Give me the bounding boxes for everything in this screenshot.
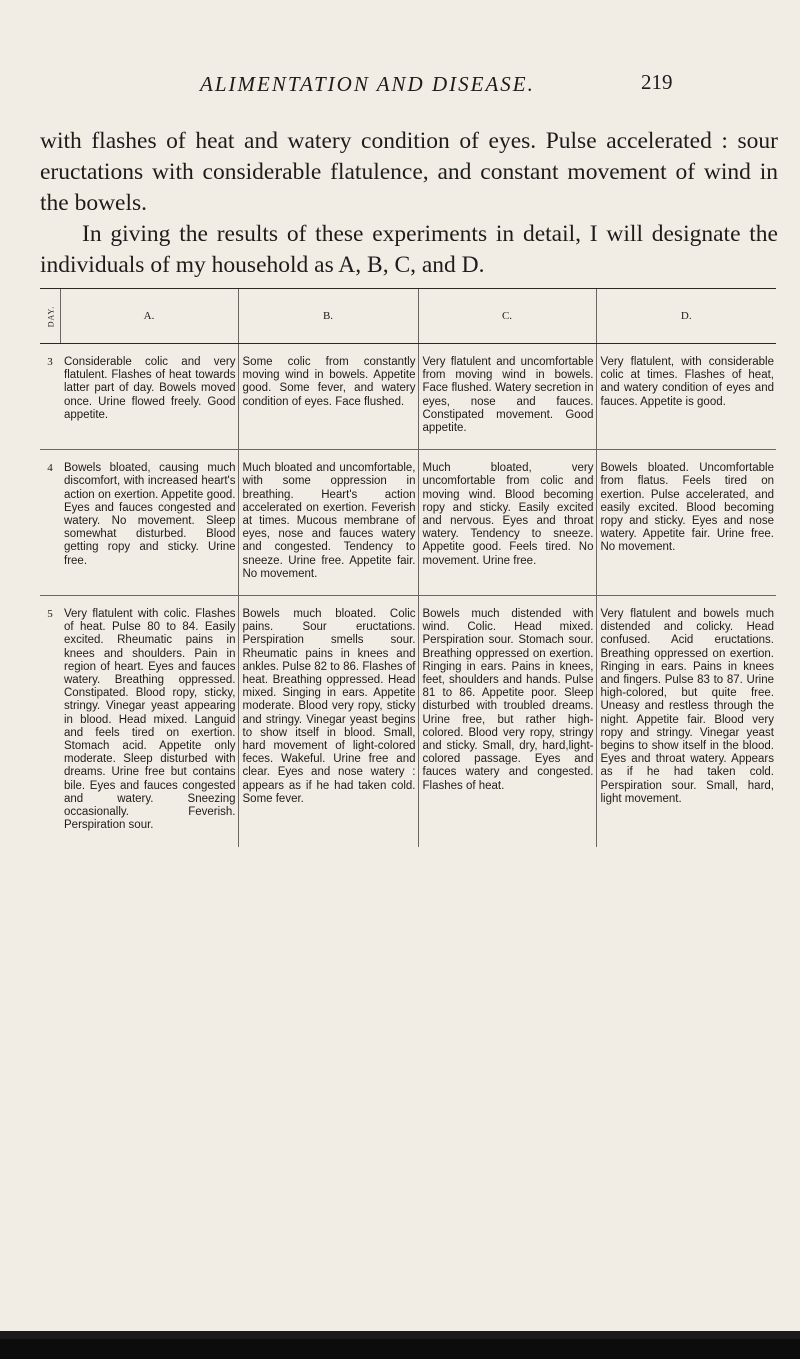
cell-b: Bowels much bloated. Colic pains. Sour eructations. Perspiration smells sour. Rheumatic pains in knees and ankles. Pulse 82 to 86. Flashes of heat. Breathing oppressed. Head mixed. Singing in ears. Appetite moderate. Blood very ropy, sticky and stringy. Vinegar yeast begins to show itself in blood. Small, hard movement of light-colored feces. Wakeful. Urine free and clear. Eyes and nose watery : appears as if he had taken cold. Some fever.: [238, 596, 418, 847]
cell-b: Some colic from constantly moving wind in bowels. Appetite good. Some fever, and watery condition of eyes. Face flushed.: [238, 344, 418, 450]
cell-c: Much bloated, very uncomfortable from colic and moving wind. Blood becoming ropy and sticky. Easily excited and nervous. Eyes and throat watery. Tendency to sneeze. Appetite good. Feels tired. No movement. Urine free.: [418, 450, 596, 596]
day-number: 4: [40, 450, 60, 596]
header-b: B.: [238, 289, 418, 344]
cell-b: Much bloated and uncomfortable, with some oppression in breathing. Heart's action accelerated on exertion. Feverish at times. Mucous membrane of eyes, nose and fauces watery and congested. Tendency to sneeze. Urine free. Appetite fair. No movement.: [238, 450, 418, 596]
intro-paragraph-2: In giving the results of these experiments in detail, I will designate the individuals of my household as A, B, C, and D.: [40, 221, 778, 278]
cell-a: Bowels bloated, causing much discomfort, with increased heart's action on exertion. Appetite good. Eyes and fauces congested and watery. No movement. Sleep somewhat disturbed. Blood getting ropy and sticky. Urine free.: [60, 450, 238, 596]
table-row: [40, 344, 776, 450]
table-header-row: [40, 289, 776, 344]
header-day: DAY.: [40, 289, 60, 344]
day-number: 5: [47, 608, 53, 621]
cell-c: Very flatulent and uncomfortable from moving wind in bowels. Face flushed. Watery secretion in eyes, nose and fauces. Constipated movement. Good appetite.: [418, 344, 596, 450]
experiment-table: [40, 288, 776, 847]
cell-a: Considerable colic and very flatulent. Flashes of heat towards latter part of day. Bowels moved once. Urine flowed freely. Good appetite.: [60, 344, 238, 450]
running-head: ALIMENTATION AND DISEASE.: [200, 72, 535, 96]
header-c: C.: [418, 289, 596, 344]
cell-c: Bowels much distended with wind. Colic. Head mixed. Perspiration sour. Stomach sour. Breathing oppressed on exertion. Ringing in ears. Pains in knees, feet, shoulders and hands. Pulse 81 to 86. Appetite poor. Sleep disturbed with troubled dreams. Urine free, but rather high-colored. Blood very ropy, stringy and sticky. Small, dry, hard,light-colored passage. Eyes and fauces watery and congested. Flashes of heat.: [418, 596, 596, 847]
table-row: [40, 596, 776, 847]
table-row: [40, 450, 776, 596]
page-bottom-edge: [0, 1331, 800, 1359]
cell-a: Very flatulent with colic. Flashes of heat. Pulse 80 to 84. Easily excited. Rheumatic pains in knees and shoulders. Pain in region of heart. Eyes and fauces watery. Breathing oppressed. Constipated. Blood ropy, sticky, stringy. Vinegar yeast appearing in blood. Head mixed. Languid and feels tired on exertion. Stomach acid. Appetite only moderate. Sleep disturbed with dreams. Urine free but contains bile. Eyes and fauces congested and watery. Sneezing occasionally. Feverish. Perspiration sour.: [64, 608, 236, 832]
header-a: A.: [60, 289, 238, 344]
cell-d: Very flatulent, with considerable colic at times. Flashes of heat, and watery condition of eyes and fauces. Appetite is good.: [596, 344, 776, 450]
cell-d: Very flatulent and bowels much distended and colicky. Head confused. Acid eructations. Breathing oppressed on exertion. Ringing in ears. Pains in knees and fingers. Pulse 83 to 87. Urine high-colored, but quite free. Uneasy and restless through the night. Appetite fair. Blood very ropy and stringy. Vinegar yeast begins to show itself in the blood. Eyes and throat watery. Appears as if he had taken cold. Perspiration sour. Small, hard, light movement.: [596, 596, 776, 847]
page-header: [0, 72, 800, 112]
header-d: D.: [596, 289, 776, 344]
page-number: 219: [641, 70, 673, 94]
cell-d: Bowels bloated. Uncomfortable from flatus. Feels tired on exertion. Pulse accelerated, and easily excited. Blood becoming ropy and sticky. Eyes and nose watery. Appetite fair. Urine free. No movement.: [596, 450, 776, 596]
intro-text: [40, 126, 778, 281]
intro-paragraph-1: with flashes of heat and watery condition of eyes. Pulse accelerated : sour eructations with considerable flatulence, and constant movement of wind in the bowels.: [40, 128, 778, 216]
day-number: 3: [40, 344, 60, 450]
